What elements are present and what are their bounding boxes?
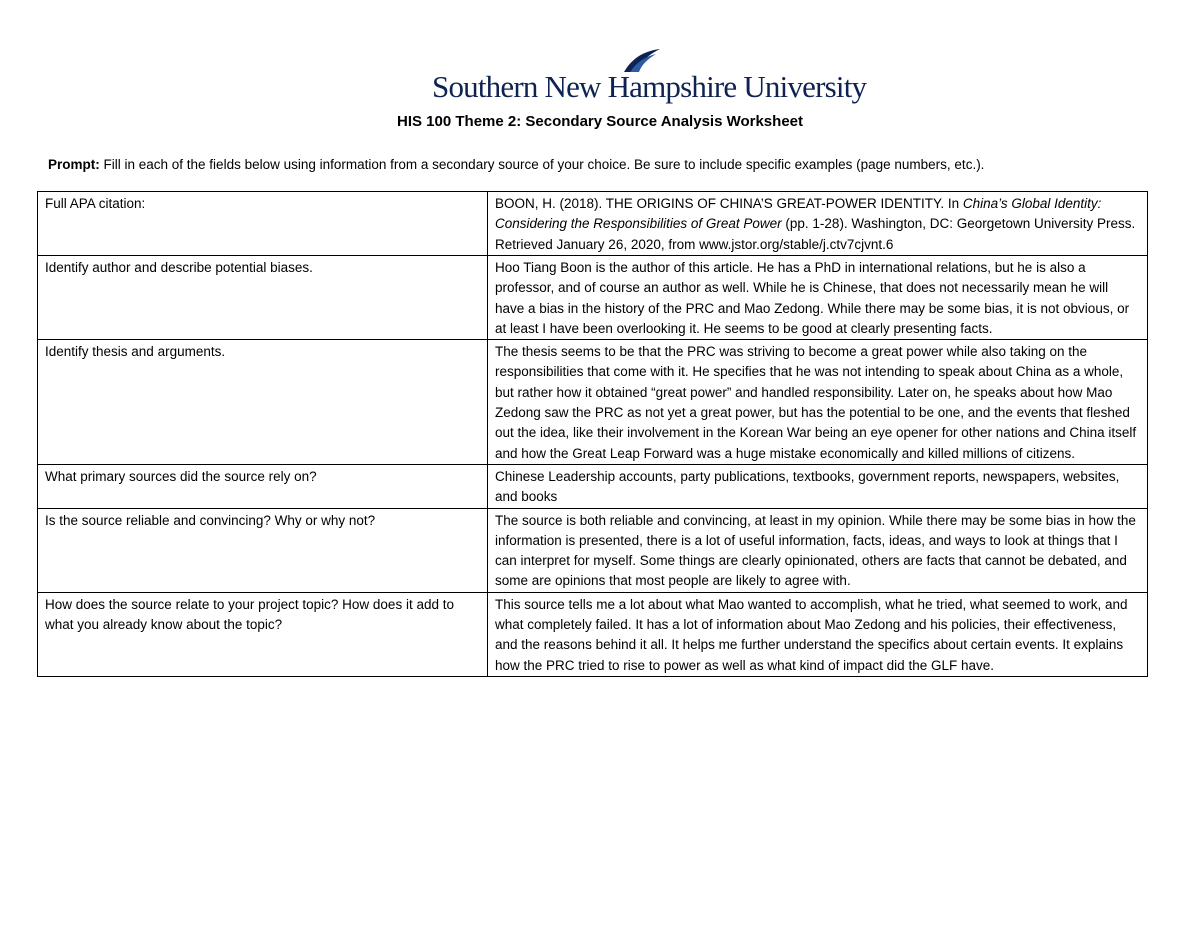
prompt-text: Fill in each of the fields below using information from a secondary source of your choice. Be sure to include specific examples (page numbers, etc.). <box>99 157 985 172</box>
worksheet-table <box>37 191 1148 677</box>
answer-cell: Chinese Leadership accounts, party publications, textbooks, government reports, newspapers, websites, and books <box>488 464 1148 508</box>
answer-cell: The thesis seems to be that the PRC was striving to become a great power while also taking on the responsibilities that come with it. He specifies that he was not intending to speak about China as a whole, but rather how it obtained “great power” and handled responsibility. Later on, he speaks about how Mao Zedong saw the PRC as not yet a great power, but has the potential to be one, and the events that fleshed out the idea, like their involvement in the Korean War being an eye opener for other nations and China itself and how the Great Leap Forward was a huge mistake economically and killed millions of citizens. <box>488 340 1148 465</box>
citation-text-after: (pp. 1-28). Washington, DC: Georgetown University Press. Retrieved January 26, 2020, from www.jstor.org/stable/j.ctv7cjvnt.6 <box>495 216 1136 252</box>
answer-cell: The source is both reliable and convincing, at least in my opinion. While there may be some bias in how the information is presented, there is a lot of useful information, facts, ideas, and ways to look at things that I can interpret for myself. Some things are clearly opinionated, others are facts that cannot be debated, and some are opinions that most people are likely to agree with. <box>488 508 1148 592</box>
question-cell: Full APA citation: <box>38 192 488 256</box>
question-cell: Identify thesis and arguments. <box>38 340 488 465</box>
table-row <box>38 256 1148 340</box>
table-row <box>38 192 1148 256</box>
prompt-label: Prompt: <box>48 157 100 172</box>
answer-cell <box>488 192 1148 256</box>
citation-text-before: BOON, H. (2018). THE ORIGINS OF CHINA’S GREAT-POWER IDENTITY. In <box>495 196 963 211</box>
table-row <box>38 340 1148 465</box>
document-title: HIS 100 Theme 2: Secondary Source Analysis Worksheet <box>397 113 803 130</box>
question-cell: Identify author and describe potential biases. <box>38 256 488 340</box>
question-cell: Is the source reliable and convincing? Why or why not? <box>38 508 488 592</box>
answer-cell: Hoo Tiang Boon is the author of this article. He has a PhD in international relations, but he is also a professor, and of course an author as well. While he is Chinese, that does not necessarily mean he will have a bias in the history of the PRC and Mao Zedong. While there may be some bias, it is not obvious, or at least I have been overlooking it. He seems to be good at clearly presenting facts. <box>488 256 1148 340</box>
question-cell: How does the source relate to your project topic? How does it add to what you already know about the topic? <box>38 592 488 676</box>
table-row <box>38 464 1148 508</box>
table-row <box>38 508 1148 592</box>
citation-book-title: China’s Global Identity: Considering the Responsibilities of Great Power <box>495 196 1102 232</box>
prompt-line <box>48 155 1168 175</box>
university-name: Southern New Hampshire University <box>432 69 867 104</box>
answer-cell: This source tells me a lot about what Mao wanted to accomplish, what he tried, what seemed to work, and what completely failed. It has a lot of information about Mao Zedong and his policies, their effectiveness, and the reasons behind it all. It helps me further understand the specifics about certain events. It explains how the PRC tried to rise to power as well as what kind of impact did the GLF have. <box>488 592 1148 676</box>
question-cell: What primary sources did the source rely on? <box>38 464 488 508</box>
university-logo <box>432 52 867 104</box>
table-row <box>38 592 1148 676</box>
